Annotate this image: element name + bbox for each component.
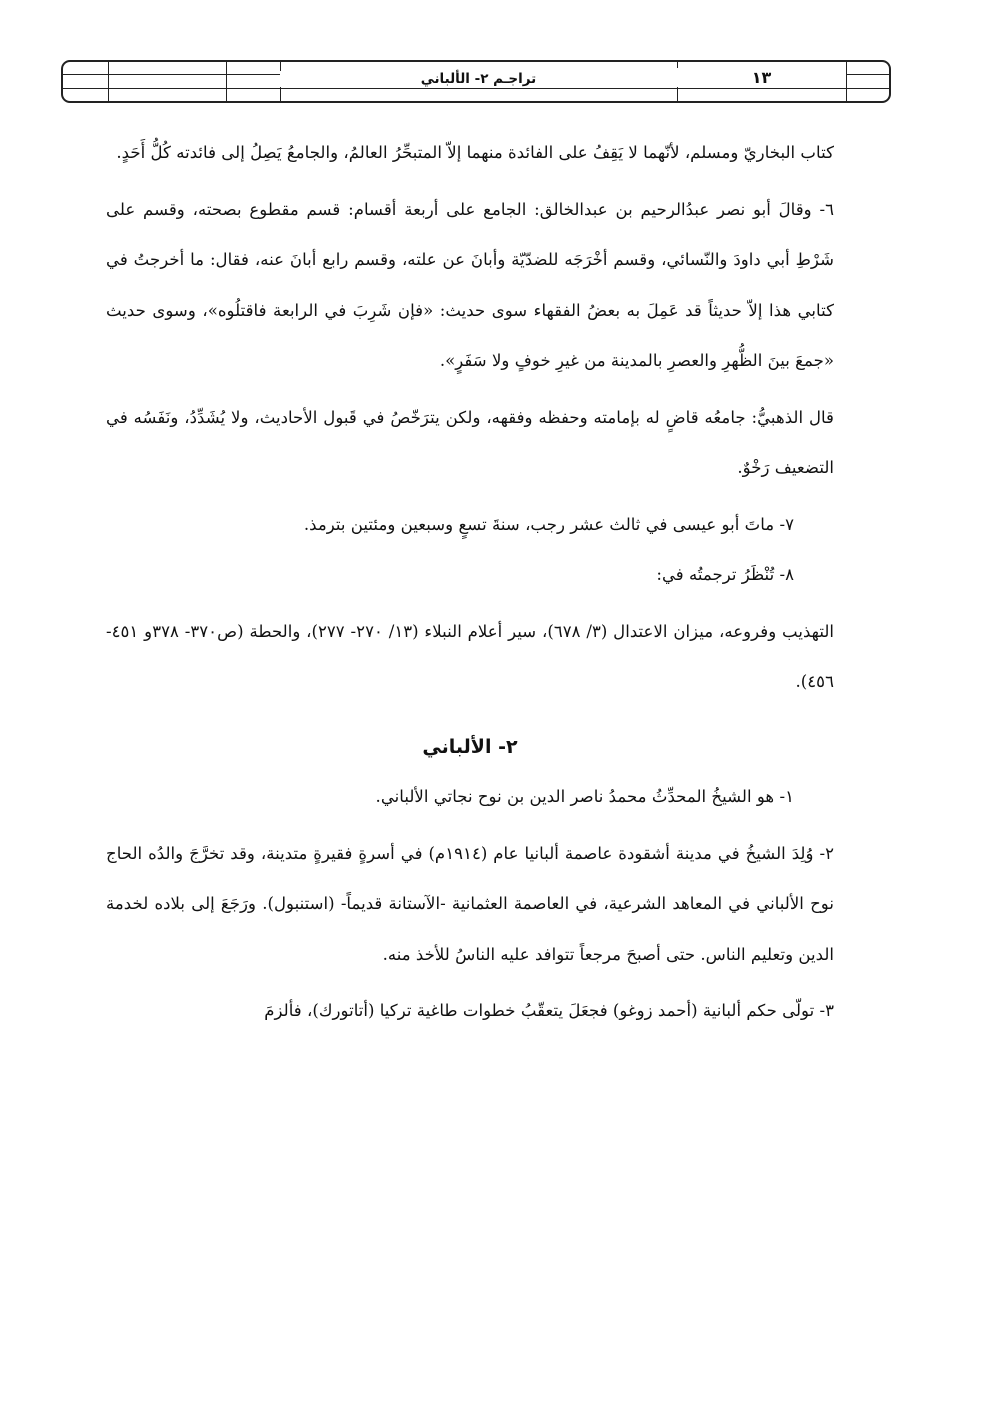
header-divider	[846, 62, 847, 101]
page-number: ١٣	[677, 68, 846, 87]
paragraph: ٦- وقالَ أبو نصر عبدُالرحيم بن عبدالخالق: الجامع على أربعة أقسام: قسم مقطوع بصحته، وقسم على شَرْطِ أبي داودَ والنّسائي، وقسم أخْرَجَه للضدّيّة وأبانَ عن علته، وقسم رابع أبانَ عنه، فقال: ما أخرجتُ في كتابي هذا إلاّ حديثاً قد عَمِلَ به بعضُ الفقهاء سوى حديث: «فإن شَرِبَ في الرابعة فاقتلُوه»، وسوى حديث «جمعَ بينَ الظُّهرِ والعصرِ بالمدينة من غيرِ خوفٍ ولا سَفَرٍ».	[106, 199, 835, 370]
paragraph: ٨- تُنْظَرُ ترجمتُه في:	[656, 565, 794, 584]
running-header-frame	[61, 60, 891, 103]
paragraph: ٣- تولّى حكم ألبانية (أحمد زوغو) فجعَلَ يتعقّبُ خطوات طاغية تركيا (أتاتورك)، فألزمَ	[264, 1001, 834, 1020]
paragraph: قال الذهبيُّ: جامعُه قاضٍ له بإمامته وحفظه وفقهه، ولكن يترَخّصُ في قَبول الأحاديث، ولا يُشَدِّدُ، ونَفَسُه في التضعيف رَخْوٌ.	[106, 407, 834, 477]
paragraph: ٢- وُلِدَ الشيخُ في مدينة أشقودة عاصمة ألبانيا عام (١٩١٤م) في أسرةٍ فقيرةٍ متدينة، وقد تخرَّجَ والدُه الحاج نوح الألباني في المعاهد الشرعية، في العاصمة العثمانية -الآستانة قديماً- (استنبول). ورَجَعَ إلى بلاده لخدمة الدين وتعليم الناس. حتى أصبحَ مرجعاً تتوافد عليه الناسُ للأخذ منه.	[106, 843, 834, 964]
page-body	[106, 128, 834, 1037]
paragraph: ٧- ماتَ أبو عيسى في ثالث عشر رجب، سنةَ تسعٍ وسبعين ومئتين بترمذ.	[303, 514, 794, 534]
paragraph: كتاب البخاريّ ومسلم، لأنّهما لا يَقِفُ على الفائدة منهما إلاّ المتبحِّرُ العالمُ، والجامعُ يَصِلُ إلى فائدته كُلُّ أَحَدٍ.	[116, 143, 834, 162]
header-divider	[108, 62, 109, 101]
paragraph: ١- هو الشيخُ المحدِّثُ محمدُ ناصر الدين بن نوح نجاتي الألباني.	[375, 787, 794, 806]
paragraph: التهذيب وفروعه، ميزان الاعتدال (٣/ ٦٧٨)، سير أعلام النبلاء (١٣/ ٢٧٠- ٢٧٧)، والحطة (ص٣٧٠- ٣٧٨و ٤٥١- ٤٥٦).	[106, 621, 834, 691]
running-title: تراجـم ٢- الألباني	[280, 71, 677, 87]
header-rule	[63, 88, 889, 89]
section-heading: ٢- الألباني	[422, 735, 518, 758]
header-divider	[226, 62, 227, 101]
